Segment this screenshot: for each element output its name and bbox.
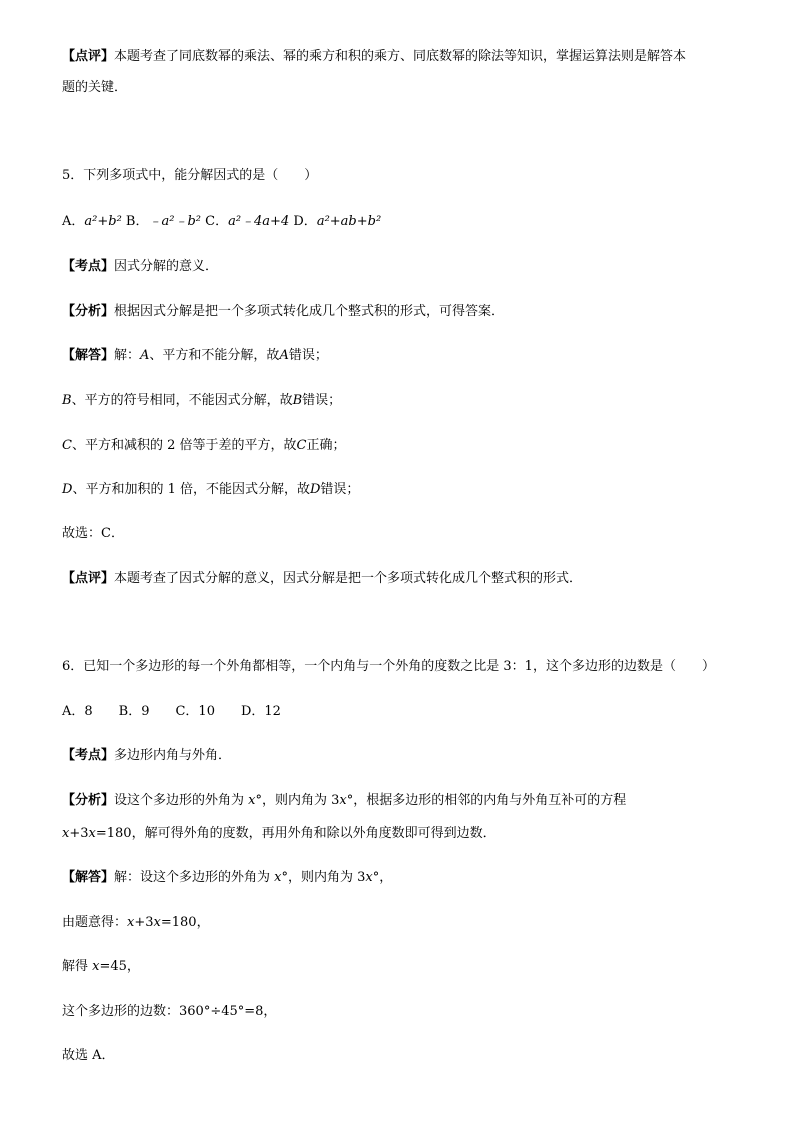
var-x: x bbox=[153, 915, 161, 930]
var-x: x bbox=[274, 870, 282, 885]
review-tag: 【点评】 bbox=[62, 49, 115, 64]
fenxi-text: °，则内角为 3 bbox=[255, 793, 340, 808]
option-d-label: D． bbox=[293, 214, 317, 229]
q4-review-line2 bbox=[62, 79, 127, 97]
q6-options: A．8 B．9 C．10 D．12 bbox=[62, 704, 281, 719]
fenxi-text: °，根据多边形的相邻的内角与外角互补可的方程 bbox=[346, 793, 627, 808]
review-text: 本题考查了同底数幂的乘法、幂的乘方和积的乘方、同底数幂的除法等知识，掌握运算法则是解答本 bbox=[114, 49, 687, 64]
var-x: x bbox=[248, 793, 256, 808]
option-b-label: B． bbox=[125, 214, 149, 229]
q5-fenxi bbox=[62, 303, 504, 321]
fenxi-text: +3 bbox=[69, 826, 89, 841]
var-x: x bbox=[365, 870, 373, 885]
option-b-expr: ﹣a²﹣b² bbox=[148, 214, 201, 229]
option-a-expr: a²+b² bbox=[84, 214, 122, 229]
dianping-text: 本题考查了因式分解的意义，因式分解是把一个多项式转化成几个整式积的形式． bbox=[114, 571, 583, 586]
var-x: x bbox=[339, 793, 347, 808]
var-x: x bbox=[88, 826, 96, 841]
review-text-cont: 题的关键． bbox=[62, 80, 128, 95]
q6-sides: 这个多边形的边数：360°÷45°=8， bbox=[62, 1004, 277, 1019]
fenxi-text: 设这个多边形的外角为 bbox=[114, 793, 249, 808]
jieda-tag: 【解答】 bbox=[62, 870, 115, 885]
q6-fenxi-line1 bbox=[62, 792, 626, 810]
q5-kaodian bbox=[62, 258, 218, 276]
fenxi-text: =180，解可得外角的度数，再用外角和除以外角度数即可得到边数． bbox=[95, 826, 496, 841]
step-d-letter: D bbox=[62, 482, 73, 497]
step-b-letter: B bbox=[62, 393, 72, 408]
kaodian-text: 因式分解的意义． bbox=[114, 259, 219, 274]
jieda-text: °，则内角为 3 bbox=[281, 870, 366, 885]
q4-review-line1 bbox=[62, 48, 686, 66]
q6-jieda bbox=[62, 869, 392, 887]
step-d-end: 错误； bbox=[320, 482, 360, 497]
step-d-letter2: D bbox=[309, 482, 321, 497]
q5-answer: 故选：C． bbox=[62, 526, 124, 541]
q5-stem: 5．下列多项式中，能分解因式的是（ ） bbox=[62, 168, 318, 183]
step-c-end: 正确； bbox=[306, 438, 346, 453]
step-b-text: 、平方的符号相同，不能因式分解，故 bbox=[71, 393, 293, 408]
fenxi-tag: 【分析】 bbox=[62, 304, 115, 319]
q5-options bbox=[62, 213, 381, 231]
fenxi-tag: 【分析】 bbox=[62, 793, 115, 808]
q5-jieda-a bbox=[62, 347, 328, 365]
jieda-tag: 【解答】 bbox=[62, 348, 115, 363]
jieda-text: 解：设这个多边形的外角为 bbox=[114, 870, 275, 885]
option-c-expr: a²﹣4a+4 bbox=[228, 214, 290, 229]
step-a-letter2: A bbox=[279, 348, 289, 363]
step-c-letter2: C bbox=[296, 438, 307, 453]
q6-equation bbox=[62, 914, 210, 932]
fenxi-text: 根据因式分解是把一个多项式转化成几个整式积的形式，可得答案． bbox=[114, 304, 505, 319]
step-a-end: 错误； bbox=[288, 348, 328, 363]
eq-text: +3 bbox=[134, 915, 154, 930]
option-c-label: C． bbox=[205, 214, 229, 229]
q5-dianping bbox=[62, 570, 582, 588]
q5-step-b bbox=[62, 392, 341, 410]
q6-answer: 故选 A． bbox=[62, 1048, 115, 1063]
q6-fenxi-line2 bbox=[62, 825, 496, 843]
kaodian-tag: 【考点】 bbox=[62, 748, 115, 763]
step-c-letter: C bbox=[62, 438, 72, 453]
q5-step-c bbox=[62, 437, 345, 455]
step-a-letter: A bbox=[140, 348, 150, 363]
kaodian-text: 多边形内角与外角． bbox=[114, 748, 232, 763]
sol-text: =45， bbox=[99, 959, 140, 974]
sol-text: 解得 bbox=[62, 959, 93, 974]
step-a-text: 、平方和不能分解，故 bbox=[149, 348, 280, 363]
var-x: x bbox=[62, 826, 70, 841]
q6-stem: 6．已知一个多边形的每一个外角都相等，一个内角与一个外角的度数之比是 3：1，这个多边形的边数是（ ） bbox=[62, 659, 715, 674]
option-d-expr: a²+ab+b² bbox=[316, 214, 382, 229]
step-d-text: 、平方和加积的 1 倍，不能因式分解，故 bbox=[72, 482, 310, 497]
q5-step-d bbox=[62, 481, 359, 499]
dianping-tag: 【点评】 bbox=[62, 571, 115, 586]
step-b-end: 错误； bbox=[302, 393, 342, 408]
jieda-intro: 解： bbox=[114, 348, 141, 363]
eq-text: =180， bbox=[160, 915, 210, 930]
var-x: x bbox=[127, 915, 135, 930]
q6-solution bbox=[62, 958, 140, 976]
jieda-text: °， bbox=[372, 870, 393, 885]
option-a-label: A． bbox=[62, 214, 85, 229]
step-c-text: 、平方和减积的 2 倍等于差的平方，故 bbox=[71, 438, 297, 453]
eq-text: 由题意得： bbox=[62, 915, 128, 930]
step-b-letter2: B bbox=[292, 393, 303, 408]
kaodian-tag: 【考点】 bbox=[62, 259, 115, 274]
q6-kaodian bbox=[62, 747, 231, 765]
var-x: x bbox=[92, 959, 100, 974]
